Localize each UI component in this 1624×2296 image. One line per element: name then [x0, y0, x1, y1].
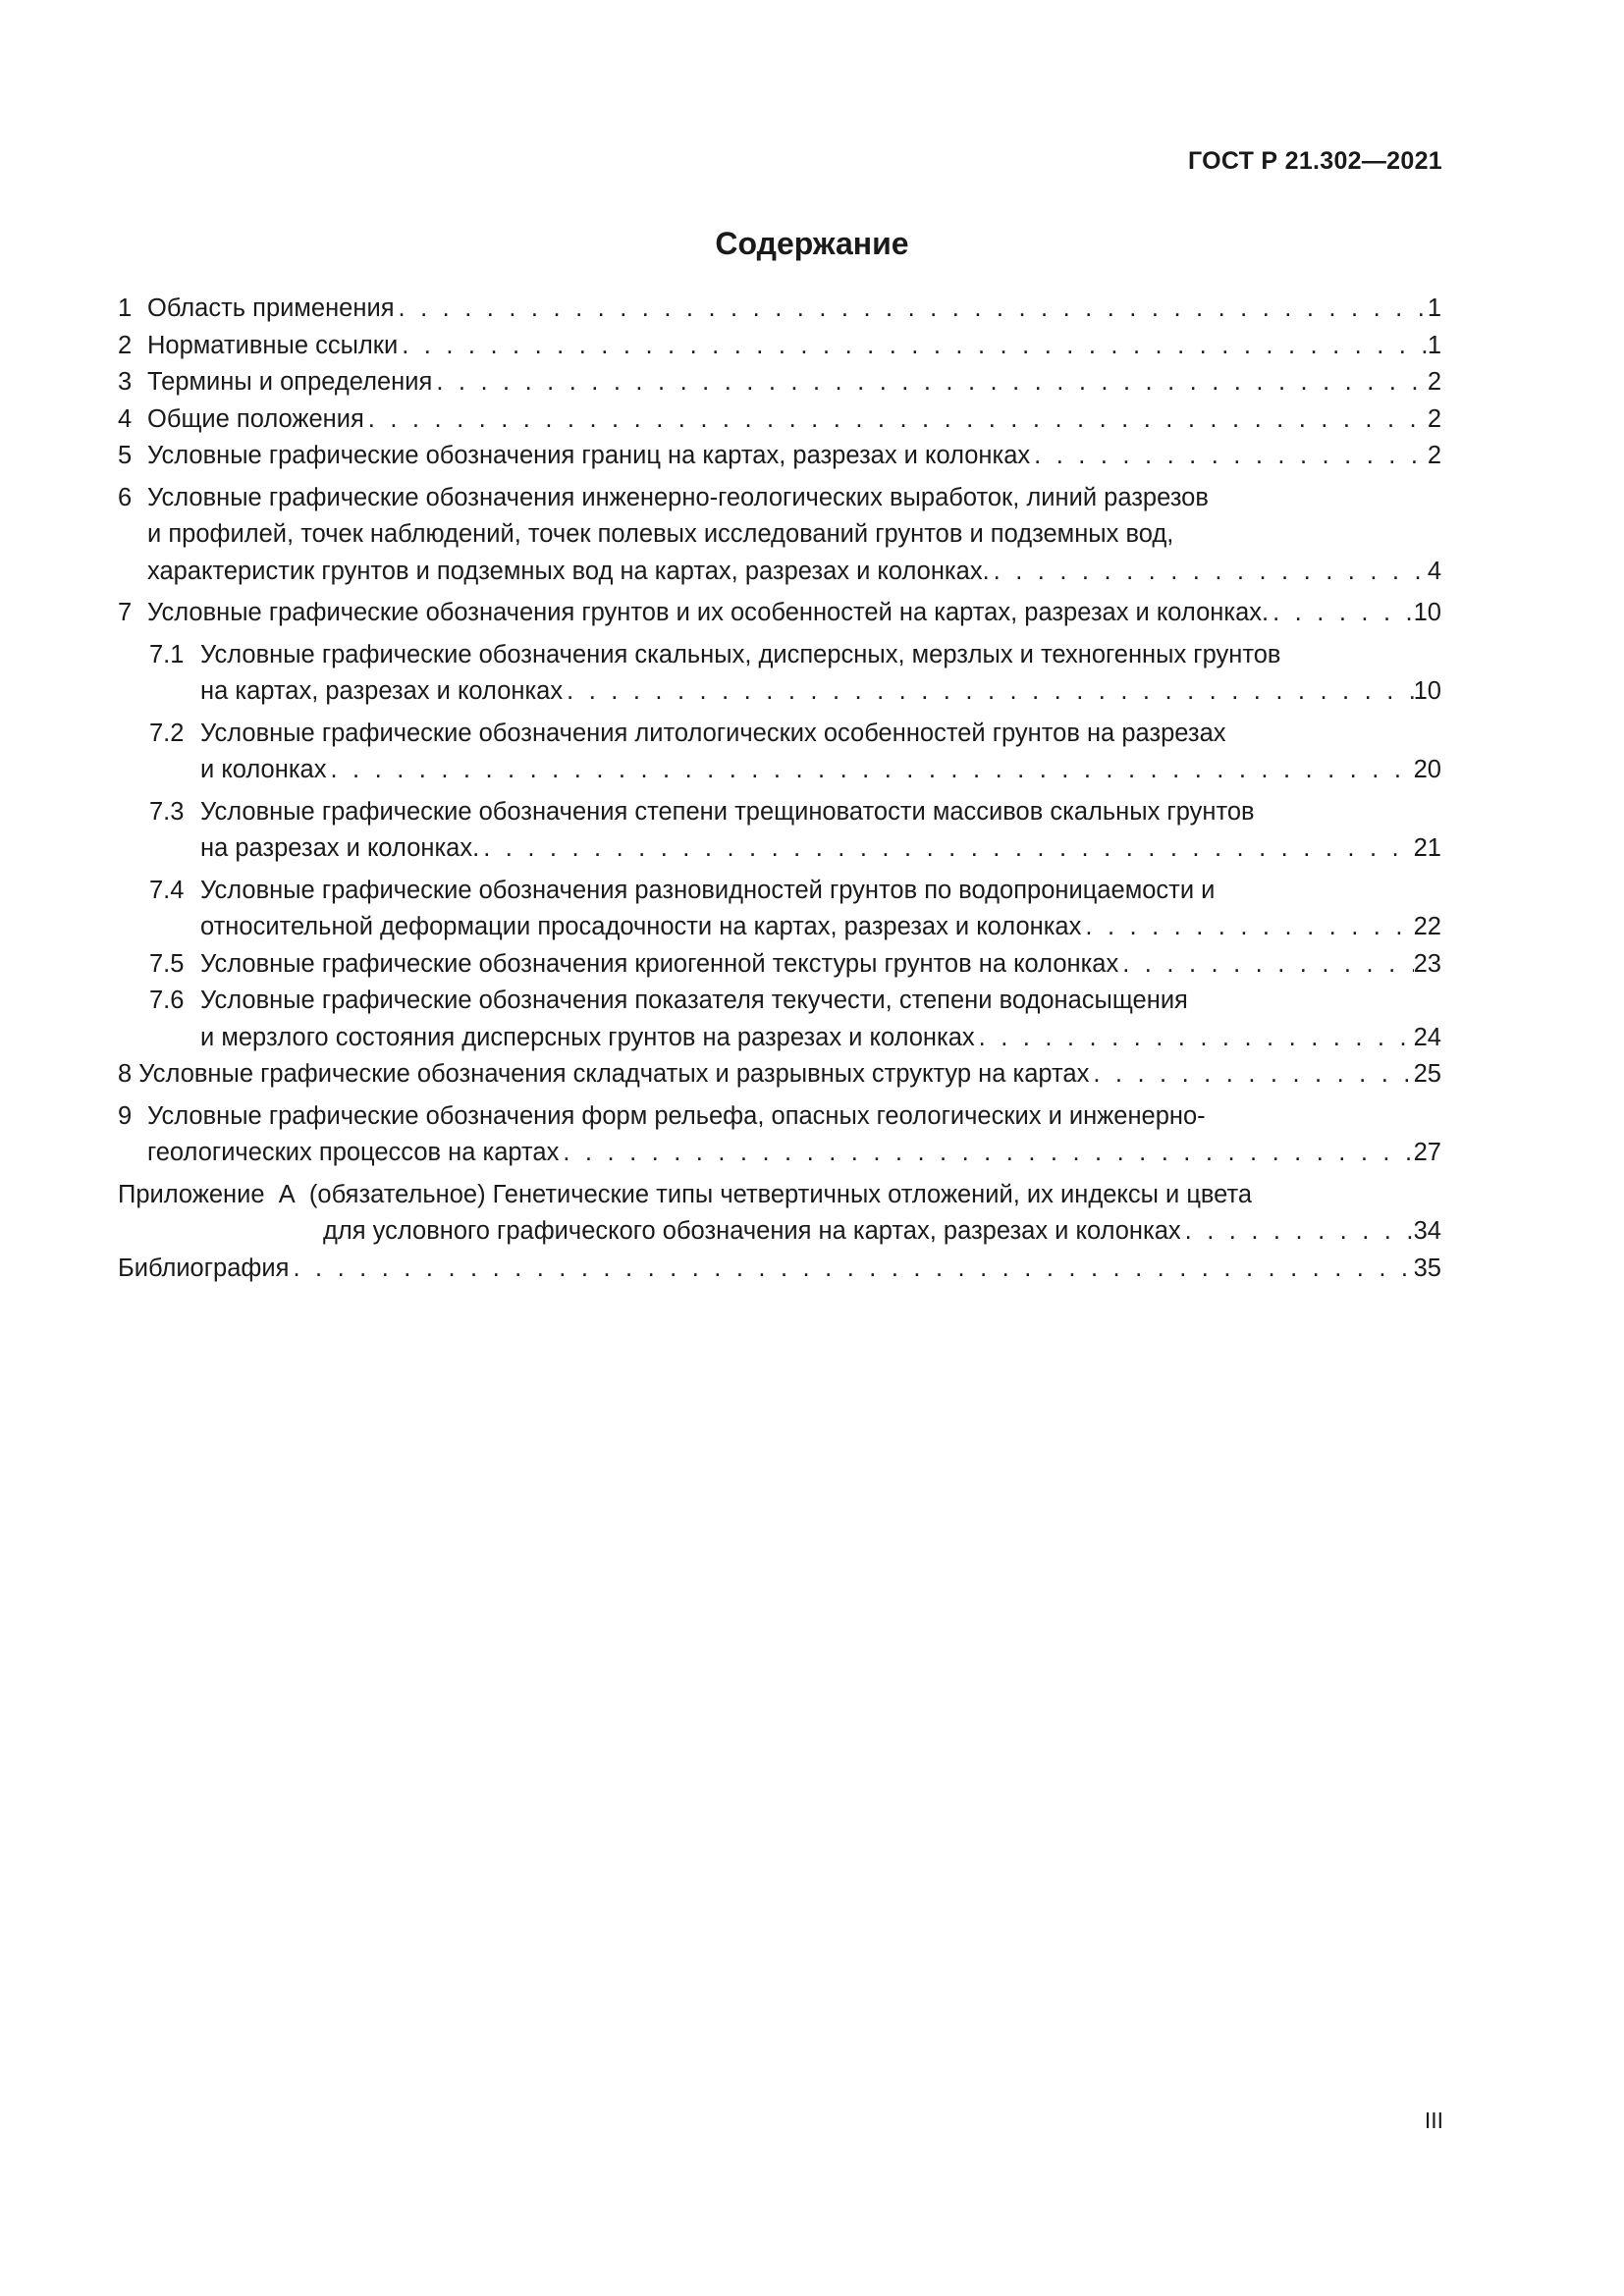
- toc-entry-text: и мерзлого состояния дисперсных грунтов на разрезах и колонках: [200, 1023, 975, 1051]
- toc-entry[interactable]: [118, 480, 1441, 591]
- toc-entry-page: 4: [1427, 557, 1441, 585]
- toc-entry[interactable]: [118, 794, 1441, 868]
- toc-entry-text: Условные графические обозначения криогенной текстуры грунтов на колонках: [200, 949, 1119, 978]
- toc-entry-number: 7.6: [149, 987, 185, 1014]
- toc-entry[interactable]: [118, 364, 1441, 401]
- toc-entry-page: 25: [1413, 1060, 1441, 1088]
- toc-entry-text: на картах, разрезах и колонках: [200, 677, 564, 705]
- toc-entry-number: 7.4: [149, 876, 185, 904]
- toc-entry-number: 2: [118, 331, 133, 359]
- toc-entry[interactable]: [118, 946, 1441, 984]
- toc-entry-page: 2: [1427, 368, 1441, 396]
- toc-entry-number: 6: [118, 483, 133, 511]
- toc-entry[interactable]: [118, 716, 1441, 789]
- toc-title: Содержание: [715, 226, 909, 261]
- leader-dots: [1081, 909, 1413, 946]
- document-header-code: ГОСТ Р 21.302—2021: [1187, 147, 1442, 175]
- toc-entry-page: 35: [1413, 1254, 1441, 1282]
- toc-entry-text: Условные графические обозначения складчатых и разрывных структур на картах: [138, 1060, 1090, 1088]
- toc-entry[interactable]: [118, 291, 1441, 328]
- table-of-contents: [118, 291, 1441, 1287]
- leader-dots: [1030, 438, 1428, 475]
- leader-dots: [1269, 595, 1414, 632]
- toc-entry-text: Общие положения: [147, 404, 364, 433]
- page-number: III: [1424, 2108, 1443, 2133]
- leader-dots: [1181, 1213, 1414, 1251]
- toc-entry-number: 7.5: [149, 949, 185, 978]
- leader-dots: [559, 1135, 1413, 1172]
- leader-dots: [1089, 1056, 1413, 1094]
- toc-entry-page: 10: [1413, 677, 1441, 705]
- toc-entry-page: 2: [1427, 404, 1441, 433]
- toc-entry[interactable]: [118, 328, 1441, 365]
- toc-entry-text: Область применения: [147, 294, 395, 322]
- toc-entry-text: Условные графические обозначения разновидностей грунтов по водопроницаемости и: [200, 876, 1216, 904]
- toc-entry-text: относительной деформации просадочности на картах, разрезах и колонках: [200, 913, 1082, 940]
- leader-dots: [364, 401, 1428, 439]
- toc-entry-page: 2: [1427, 442, 1441, 469]
- toc-entry-text: Приложение А (обязательное) Генетические типы четвертичных отложений, их индексы и цвета: [118, 1180, 1253, 1208]
- toc-entry-page: 23: [1413, 949, 1441, 978]
- toc-entry-text: и колонках: [200, 756, 327, 783]
- toc-entry-text: геологических процессов на картах: [147, 1139, 560, 1166]
- leader-dots: [289, 1251, 1413, 1288]
- toc-entry-appendix[interactable]: [118, 1177, 1441, 1251]
- leader-dots: [398, 328, 1428, 365]
- toc-entry-number: 9: [118, 1101, 133, 1130]
- toc-entry-number: 7.2: [149, 719, 185, 747]
- toc-entry-number: 3: [118, 368, 133, 396]
- toc-entry-page: 1: [1427, 294, 1441, 322]
- toc-entry-text: Условные графические обозначения литологических особенностей грунтов на разрезах: [200, 719, 1226, 747]
- toc-entry[interactable]: [118, 1056, 1441, 1094]
- toc-entry-bibliography[interactable]: [118, 1251, 1441, 1288]
- toc-entry[interactable]: [118, 1098, 1441, 1172]
- toc-entry[interactable]: [118, 401, 1441, 439]
- toc-entry-page: 24: [1413, 1023, 1441, 1051]
- toc-entry-number: 7: [118, 599, 133, 626]
- toc-entry-number: 7.1: [149, 640, 185, 668]
- toc-entry-page: 27: [1413, 1139, 1441, 1166]
- toc-entry-page: 22: [1413, 913, 1441, 940]
- leader-dots: [395, 291, 1428, 328]
- toc-entry-text: на разрезах и колонках.: [200, 834, 480, 862]
- toc-entry-page: 20: [1413, 756, 1441, 783]
- leader-dots: [432, 364, 1428, 401]
- toc-entry-text: Условные графические обозначения грунтов и их особенностей на картах, разрезах и колонках.: [147, 599, 1270, 626]
- toc-entry-text: и профилей, точек наблюдений, точек полевых исследований грунтов и подземных вод,: [147, 520, 1174, 548]
- toc-entry-text: Условные графические обозначения степени трещиноватости массивов скальных грунтов: [200, 797, 1255, 826]
- toc-entry[interactable]: [118, 438, 1441, 475]
- toc-entry-number: 8: [118, 1060, 133, 1088]
- toc-entry[interactable]: [118, 595, 1441, 632]
- leader-dots: [990, 554, 1428, 591]
- toc-entry-text: Нормативные ссылки: [147, 331, 399, 359]
- toc-entry-text: Условные графические обозначения инженерно-геологических выработок, линий разрезов: [147, 483, 1209, 511]
- toc-entry-text: Условные графические обозначения границ на картах, разрезах и колонках: [147, 442, 1031, 469]
- leader-dots: [975, 1020, 1414, 1057]
- toc-entry-page: 21: [1413, 834, 1441, 862]
- toc-entry-text: характеристик грунтов и подземных вод на картах, разрезах и колонках.: [147, 557, 990, 585]
- toc-entry-text: Термины и определения: [147, 368, 433, 396]
- toc-entry-number: 5: [118, 442, 133, 469]
- leader-dots: [326, 752, 1413, 789]
- toc-entry-number: 4: [118, 404, 133, 433]
- toc-entry-text: Условные графические обозначения форм рельефа, опасных геологических и инженерно-: [147, 1101, 1206, 1130]
- leader-dots: [479, 830, 1413, 868]
- leader-dots: [563, 673, 1414, 711]
- toc-entry-page: 34: [1413, 1217, 1441, 1245]
- toc-entry-text: Условные графические обозначения показателя текучести, степени водонасыщения: [200, 987, 1188, 1014]
- toc-entry-text: Условные графические обозначения скальных, дисперсных, мерзлых и техногенных грунтов: [200, 640, 1281, 668]
- toc-entry-text: Библиография: [118, 1254, 290, 1282]
- toc-entry-page: 10: [1413, 599, 1441, 626]
- toc-entry-number: 7.3: [149, 797, 185, 826]
- toc-entry[interactable]: [118, 873, 1441, 946]
- toc-entry[interactable]: [118, 637, 1441, 711]
- toc-entry[interactable]: [118, 983, 1441, 1056]
- toc-entry-number: 1: [118, 294, 133, 322]
- leader-dots: [1118, 946, 1413, 984]
- toc-entry-page: 1: [1427, 331, 1441, 359]
- toc-entry-text: для условного графического обозначения на картах, разрезах и колонках: [323, 1217, 1181, 1245]
